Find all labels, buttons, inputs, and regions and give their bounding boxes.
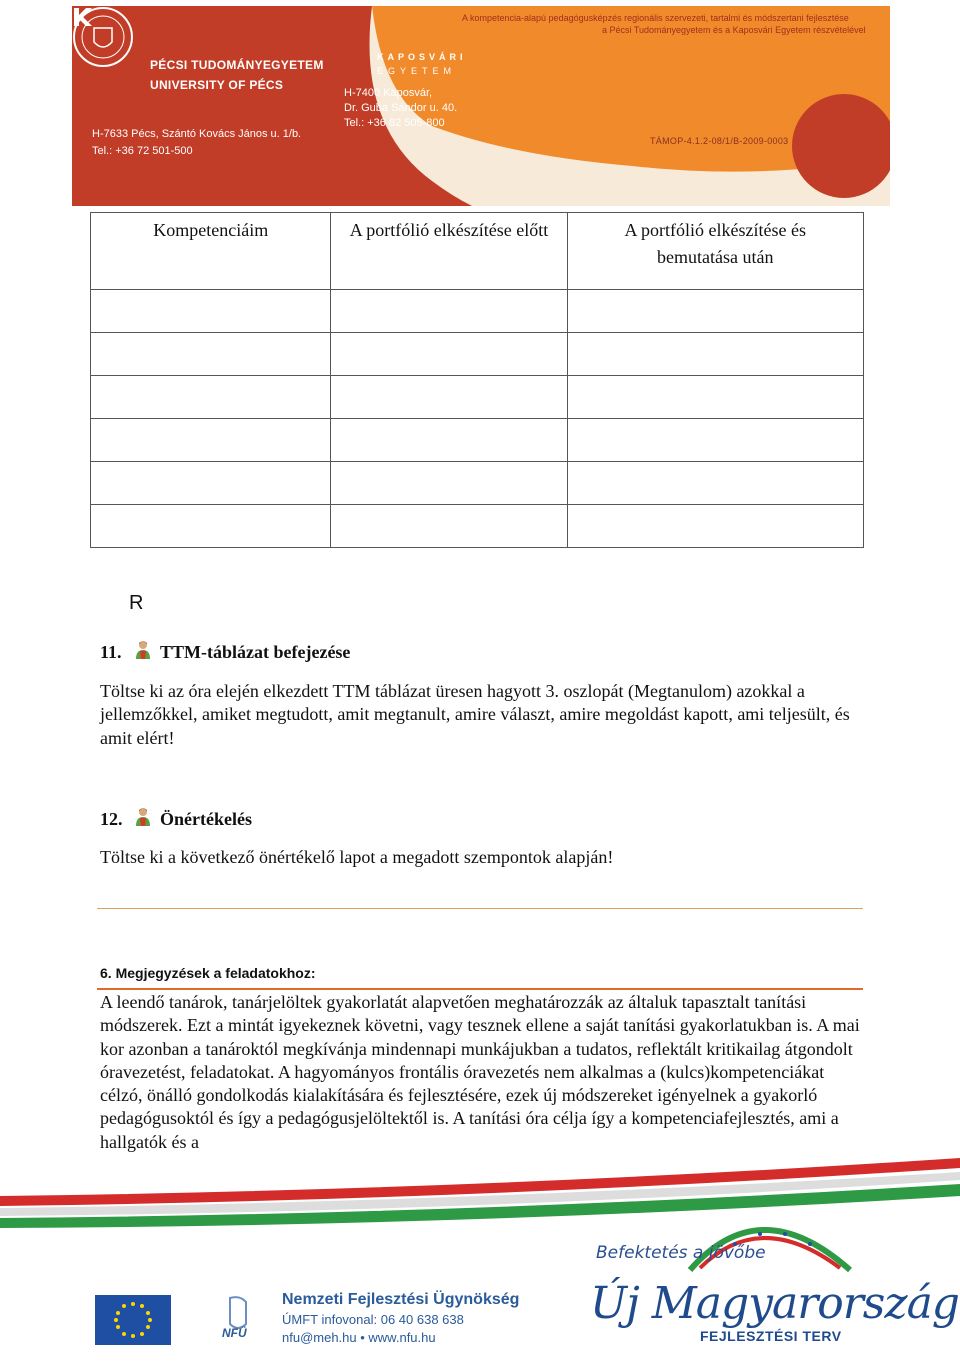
table-cell[interactable] [567, 505, 863, 548]
table-cell[interactable] [567, 376, 863, 419]
table-cell[interactable] [567, 462, 863, 505]
section-12-number: 12. [100, 809, 123, 829]
table-cell[interactable] [331, 419, 567, 462]
table-row [91, 505, 864, 548]
pte-name-en: UNIVERSITY OF PÉCS [150, 78, 284, 92]
table-header-row [91, 213, 864, 290]
ke-contact [344, 86, 524, 131]
section-11-heading [100, 640, 350, 663]
footer-slogan: Befektetés a jövőbe [596, 1243, 766, 1263]
tagline-line1: A kompetencia-alapú pedagógusképzés regionális szervezeti, tartalmi és módszertani fejlesztése [462, 13, 849, 23]
person-icon [134, 640, 152, 660]
table-row [91, 290, 864, 333]
stray-letter: R [129, 592, 144, 614]
table-cell[interactable] [331, 505, 567, 548]
table-cell[interactable] [91, 419, 331, 462]
pte-name-hu: PÉCSI TUDOMÁNYEGYETEM [150, 58, 324, 72]
table-header-competencies: Kompetenciáim [91, 213, 331, 290]
section-11-text: Töltse ki az óra elején elkezdett TTM táblázat üresen hagyott 3. oszlopát (Megtanulom) azokkal a jellemzőkkel, amiket megtudott, amit megtanult, amire választ, amire megoldást kapott, ami teljesült, és amit elért! [100, 681, 850, 748]
competency-table [90, 212, 864, 548]
table-row [91, 333, 864, 376]
table-cell[interactable] [91, 462, 331, 505]
table-cell[interactable] [567, 419, 863, 462]
nfu-contact: nfu@meh.hu • www.nfu.hu [282, 1330, 436, 1345]
table-cell[interactable] [91, 333, 331, 376]
ke-name-line1: KAPOSVÁRI [377, 52, 467, 62]
table-header-after: A portfólió elkészítése és bemutatása után [567, 213, 863, 290]
pte-contact [92, 126, 352, 160]
ke-phone: Tel.: +36 82 505-800 [344, 117, 445, 129]
table-cell[interactable] [91, 505, 331, 548]
header-banner [72, 6, 890, 206]
note-text: A leendő tanárok, tanárjelöltek gyakorlatát alapvetően meghatározzák az általuk tapasztalt tanítási módszerek. Ezt a mintát igyekeznek követni, vagy tesznek ellene a saját tanítási gyakorlatukban is. A mai kor azonban a tanároktól megkívánja mindennapi munkájukban a tudatos, reflektált kritikailag átgondolt óravezetést, feladatokat. A hagyományos frontális óravezetés nem alkalmas a (kulcs)kompetenciákat célzó, önálló gondolkodás kialakítására és fejlesztésére, ezek új módszereket igényelnek a gyakorló pedagógusoktól és így a pedagógusjelöltektől is. A tanítási óra célja így a kompetenciafejlesztés, ami a hallgatók és a [100, 992, 860, 1152]
nfu-short-label: NFÜ [222, 1326, 247, 1340]
note-heading: 6. Megjegyzések a feladatokhoz: [100, 965, 316, 981]
tagline-line2: a Pécsi Tudományegyetem és a Kaposvári Egyetem részvételével [602, 25, 866, 35]
table-cell[interactable] [567, 290, 863, 333]
ke-address-line2: Dr. Guba Sándor u. 40. [344, 102, 458, 114]
table-cell[interactable] [331, 290, 567, 333]
ke-logo-icon [72, 6, 98, 28]
section-12-text: Töltse ki a következő önértékelő lapot a megadott szempontok alapján! [100, 847, 614, 867]
table-row [91, 376, 864, 419]
nfu-name: Nemzeti Fejlesztési Ügynökség [282, 1291, 520, 1308]
pte-phone: Tel.: +36 72 501-500 [92, 145, 193, 157]
table-cell[interactable] [91, 290, 331, 333]
table-cell[interactable] [567, 333, 863, 376]
table-cell[interactable] [331, 333, 567, 376]
section-11-title: TTM-táblázat befejezése [160, 642, 351, 662]
ke-address-line1: H-7400 Kaposvár, [344, 87, 433, 99]
ke-name-line2: EGYETEM [377, 66, 457, 76]
footer-brand-subtitle: FEJLESZTÉSI TERV [700, 1328, 842, 1344]
table-cell[interactable] [331, 462, 567, 505]
pte-address: H-7633 Pécs, Szántó Kovács János u. 1/b. [92, 128, 302, 140]
table-cell[interactable] [91, 376, 331, 419]
table-cell[interactable] [331, 376, 567, 419]
eu-flag-icon [95, 1295, 171, 1345]
table-header-before: A portfólió elkészítése előtt [331, 213, 567, 290]
section-12-heading [100, 807, 252, 830]
section-11-number: 11. [100, 642, 122, 662]
note-divider [97, 988, 863, 990]
footer-brand: Új Magyarország [590, 1278, 959, 1329]
nfu-infoline: ÚMFT infovonal: 06 40 638 638 [282, 1312, 464, 1327]
section-12-title: Önértékelés [160, 809, 252, 829]
divider-line [97, 908, 863, 909]
project-tagline [462, 12, 882, 36]
project-code: TÁMOP-4.1.2-08/1/B-2009-0003 [650, 136, 789, 146]
table-row [91, 419, 864, 462]
table-row [91, 462, 864, 505]
nfu-emblem-icon [230, 1297, 246, 1328]
person-icon [134, 807, 152, 827]
